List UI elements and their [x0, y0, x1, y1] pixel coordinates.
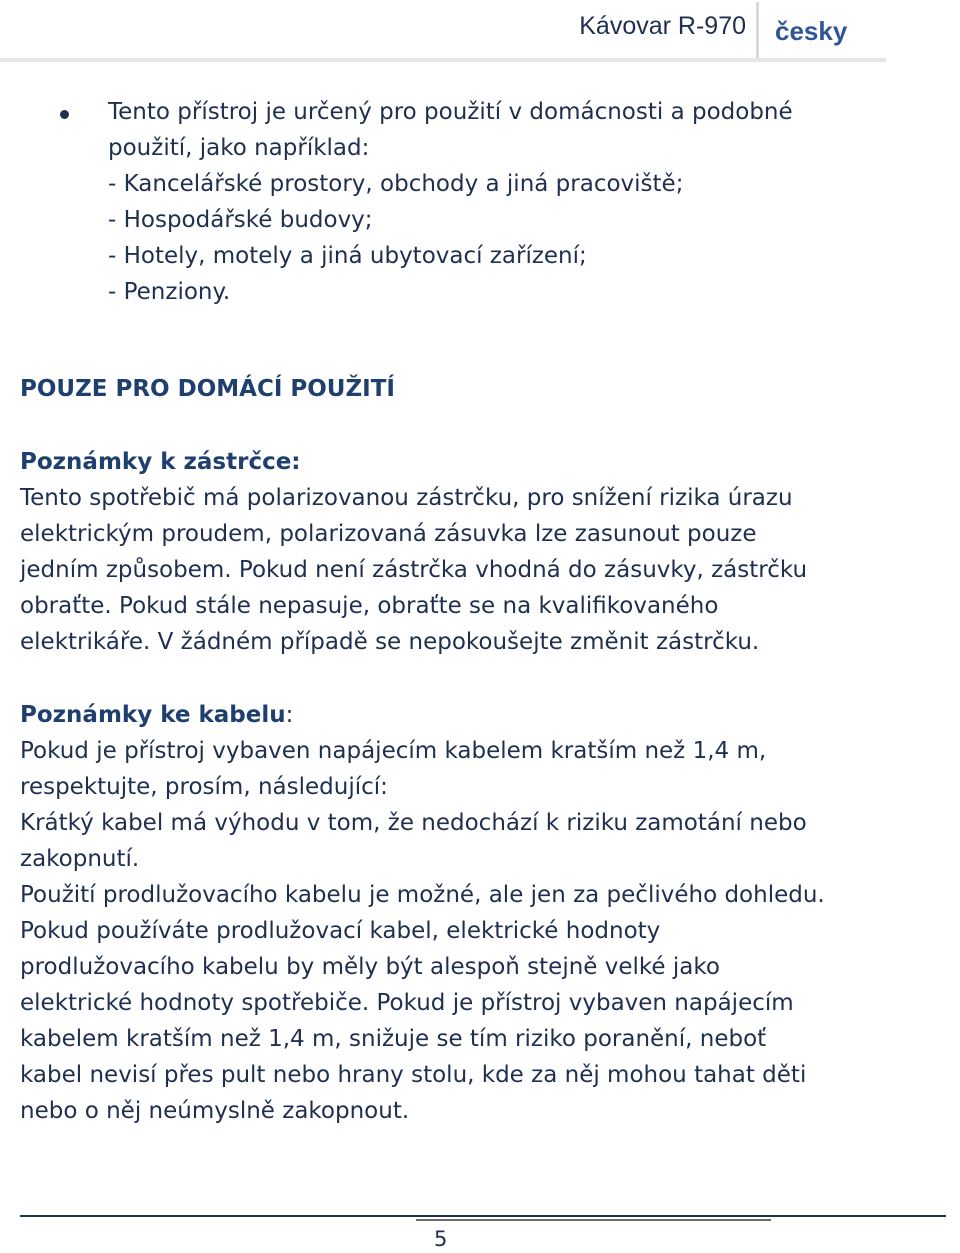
bullet-dot-icon	[60, 110, 69, 119]
plug-notes-line: elektrickým proudem, polarizovaná zásuvka lze zasunout pouze	[20, 521, 757, 547]
usage-text	[108, 94, 918, 310]
cable-notes-line: Krátký kabel má výhodu v tom, že nedochází k riziku zamotání nebo	[20, 810, 807, 836]
plug-notes-line: elektrikáře. V žádném případě se nepokoušejte změnit zástrčku.	[20, 629, 760, 655]
cable-notes-line: elektrické hodnoty spotřebiče. Pokud je přístroj vybaven napájecím	[20, 990, 794, 1016]
plug-notes-line: Tento spotřebič má polarizovanou zástrčku, pro snížení rizika úrazu	[20, 485, 793, 511]
page-header	[0, 0, 960, 70]
footer-rule-secondary	[416, 1219, 771, 1221]
page-number: 5	[434, 1227, 448, 1251]
header-rule	[0, 58, 780, 62]
cable-notes-line: Pokud je přístroj vybaven napájecím kabelem kratším než 1,4 m,	[20, 738, 767, 764]
home-use-heading: POUZE PRO DOMÁCÍ POUŽITÍ	[20, 376, 395, 402]
model-name: Kávovar R-970	[579, 12, 746, 40]
cable-notes-line: zakopnutí.	[20, 846, 140, 872]
cable-notes-heading: Poznámky ke kabelu	[20, 702, 286, 728]
cable-notes-line: nebo o něj neúmyslně zakopnout.	[20, 1098, 410, 1124]
header-separator	[756, 2, 759, 62]
usage-line: použití, jako například:	[108, 135, 370, 161]
header-rule-right	[756, 58, 886, 62]
cable-notes-heading-row	[20, 697, 940, 733]
usage-line: - Penziony.	[108, 279, 231, 305]
plug-notes-heading: Poznámky k zástrčce:	[20, 449, 301, 475]
cable-notes-section	[20, 697, 940, 1129]
cable-notes-line: respektujte, prosím, následující:	[20, 774, 388, 800]
language-label: česky	[775, 16, 848, 46]
cable-notes-line: kabel nevisí přes pult nebo hrany stolu, kde za něj mohou tahat děti	[20, 1062, 807, 1088]
usage-line: - Hotely, motely a jiná ubytovací zařízení;	[108, 243, 587, 269]
cable-notes-line: kabelem kratším než 1,4 m, snižuje se tím riziko poranění, neboť	[20, 1026, 767, 1052]
plug-notes-section	[20, 444, 940, 660]
home-use-section	[20, 371, 940, 407]
usage-line: Tento přístroj je určený pro použití v domácnosti a podobné	[108, 99, 793, 125]
footer-rule	[20, 1215, 946, 1217]
usage-line: - Hospodářské budovy;	[108, 207, 373, 233]
plug-notes-line: jedním způsobem. Pokud není zástrčka vhodná do zásuvky, zástrčku	[20, 557, 808, 583]
usage-line: - Kancelářské prostory, obchody a jiná pracoviště;	[108, 171, 684, 197]
plug-notes-line: obraťte. Pokud stále nepasuje, obraťte se na kvalifikovaného	[20, 593, 719, 619]
cable-notes-line: Použití prodlužovacího kabelu je možné, ale jen za pečlivého dohledu.	[20, 882, 825, 908]
cable-notes-line: Pokud používáte prodlužovací kabel, elektrické hodnoty	[20, 918, 661, 944]
cable-notes-line: prodlužovacího kabelu by měly být alespoň stejně velké jako	[20, 954, 720, 980]
cable-notes-heading-colon: :	[285, 702, 294, 728]
